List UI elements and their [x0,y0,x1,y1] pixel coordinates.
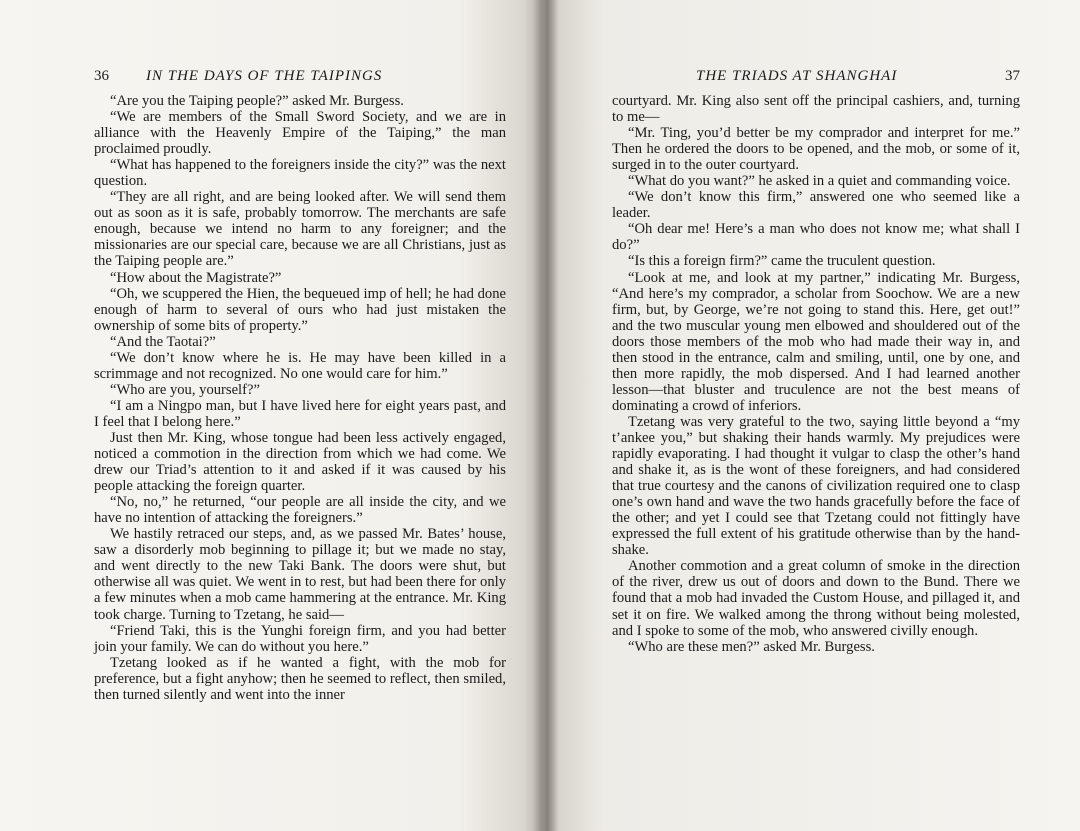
paragraph: “We are members of the Small Sword Society, and we are in alliance with the Heavenly Empire of the Taiping,” the man proclaimed proudly. [94,109,506,158]
paragraph: “What do you want?” he asked in a quiet and commanding voice. [628,173,1011,190]
paragraph: “I am a Ningpo man, but I have lived here for eight years past, and I feel that I belong here.” [94,397,506,430]
paragraph: “Friend Taki, this is the Yunghi foreign firm, and you had better join your family. We can do without you here.” [94,622,506,655]
paragraph: Another commotion and a great column of smoke in the direction of the river, drew us out of doors and down to the Bund. There we found that a mob had invaded the Custom House, and pillaged it, and set it on fire. We walked among the throng without being molested, and I spoke to some of the mob, who answered civilly enough. [612,558,1020,639]
paragraph: “No, no,” he returned, “our people are all inside the city, and we have no intention of attacking the foreigners.” [94,494,506,527]
paragraph: “Oh, we scuppered the Hien, the bequeued imp of hell; he had done enough of harm to several of ours who had just mistaken the ownership of some bits of property.” [94,285,506,334]
left-page-number: 36 [94,68,109,84]
paragraph: “How about the Magistrate?” [110,269,282,286]
left-page-text [94,93,506,703]
book-gutter-shadow [533,0,559,831]
paragraph: “Are you the Taiping people?” asked Mr. Burgess. [110,93,404,109]
paragraph: “Who are you, yourself?” [110,381,260,398]
left-running-title: IN THE DAYS OF THE TAIPINGS [146,68,383,84]
paragraph: “And the Taotai?” [110,333,216,350]
paragraph: “We don’t know where he is. He may have been killed in a scrimmage and not recognized. No one would care for him.” [94,349,506,382]
paragraph: “Mr. Ting, you’d better be my comprador and interpret for me.” Then he ordered the doors to be opened, and the mob, or some of it, surged in to the outer courtyard. [612,125,1020,174]
paragraph: “They are all right, and are being looked after. We will send them out as soon as it is safe, probably tomorrow. The merchants are safe enough, because we intend no harm to any foreigner; and the missionaries are our special care, because we are all Christians, just as the Taiping people are.” [94,189,506,270]
paragraph: “What has happened to the foreigners inside the city?” was the next question. [94,157,506,190]
paragraph: We hastily retraced our steps, and, as we passed Mr. Bates’ house, saw a disorderly mob beginning to pillage it; but we made no stay, and went directly to the new Taki Bank. The doors were shut, but otherwise all was quiet. We went in to rest, but had been there for only a few minutes when a mob came hammering at the entrance. Mr. King took charge. Turning to Tzetang, he said— [94,526,506,623]
paragraph-continued: courtyard. Mr. King also sent off the principal cashiers, and, turning to me— [612,93,1020,126]
paragraph: “We don’t know this firm,” answered one who seemed like a leader. [612,189,1020,222]
right-page-text [612,93,1020,655]
paragraph: “Look at me, and look at my partner,” indicating Mr. Burgess, “And here’s my comprador, a scholar from Soochow. We are a new firm, but, by George, we’re not going to stand this. Here, get out!” and the two muscular young men elbowed and shouldered out of the doors those members of the mob who had made their way in, and then stood in the entrance, calm and smiling, until, one by one, and then more rapidly, the mob dispersed. And I had learned another lesson—that bluster and truculence are not the best means of dominating a crowd of inferiors. [612,269,1020,414]
paragraph: Tzetang was very grateful to the two, saying little beyond a “my t’ankee you,” but shaking their hands warmly. My prejudices were rapidly evaporating. I had thought it vulgar to clasp the other’s hand and shake it, as is the wont of these foreigners, and had considered that true courtesy and the canons of civilization required one to clasp one’s own hand and wave the two hands gracefully before the face of the other; and yet I could see that Tzetang could not fittingly have expressed the full extent of his gratitude otherwise than by the hand-shake. [612,413,1020,559]
paragraph: “Oh dear me! Here’s a man who does not know me; what shall I do?” [612,221,1020,254]
paragraph: Just then Mr. King, whose tongue had been less actively engaged, noticed a commotion in the direction from which we had come. We drew our Triad’s attention to it and asked if it was caused by his people attacking the foreign quarter. [94,429,506,495]
paragraph: “Who are these men?” asked Mr. Burgess. [628,638,875,655]
right-running-head [612,66,1020,86]
right-page-number: 37 [1005,68,1020,84]
right-running-title: THE TRIADS AT SHANGHAI [696,68,898,84]
paragraph: “Is this a foreign firm?” came the truculent question. [628,253,936,270]
left-running-head [94,66,504,86]
paragraph: Tzetang looked as if he wanted a fight, with the mob for preference, but a fight anyhow; then he seemed to reflect, then smiled, then turned silently and went into the inner [94,654,506,703]
right-page [540,0,1080,831]
